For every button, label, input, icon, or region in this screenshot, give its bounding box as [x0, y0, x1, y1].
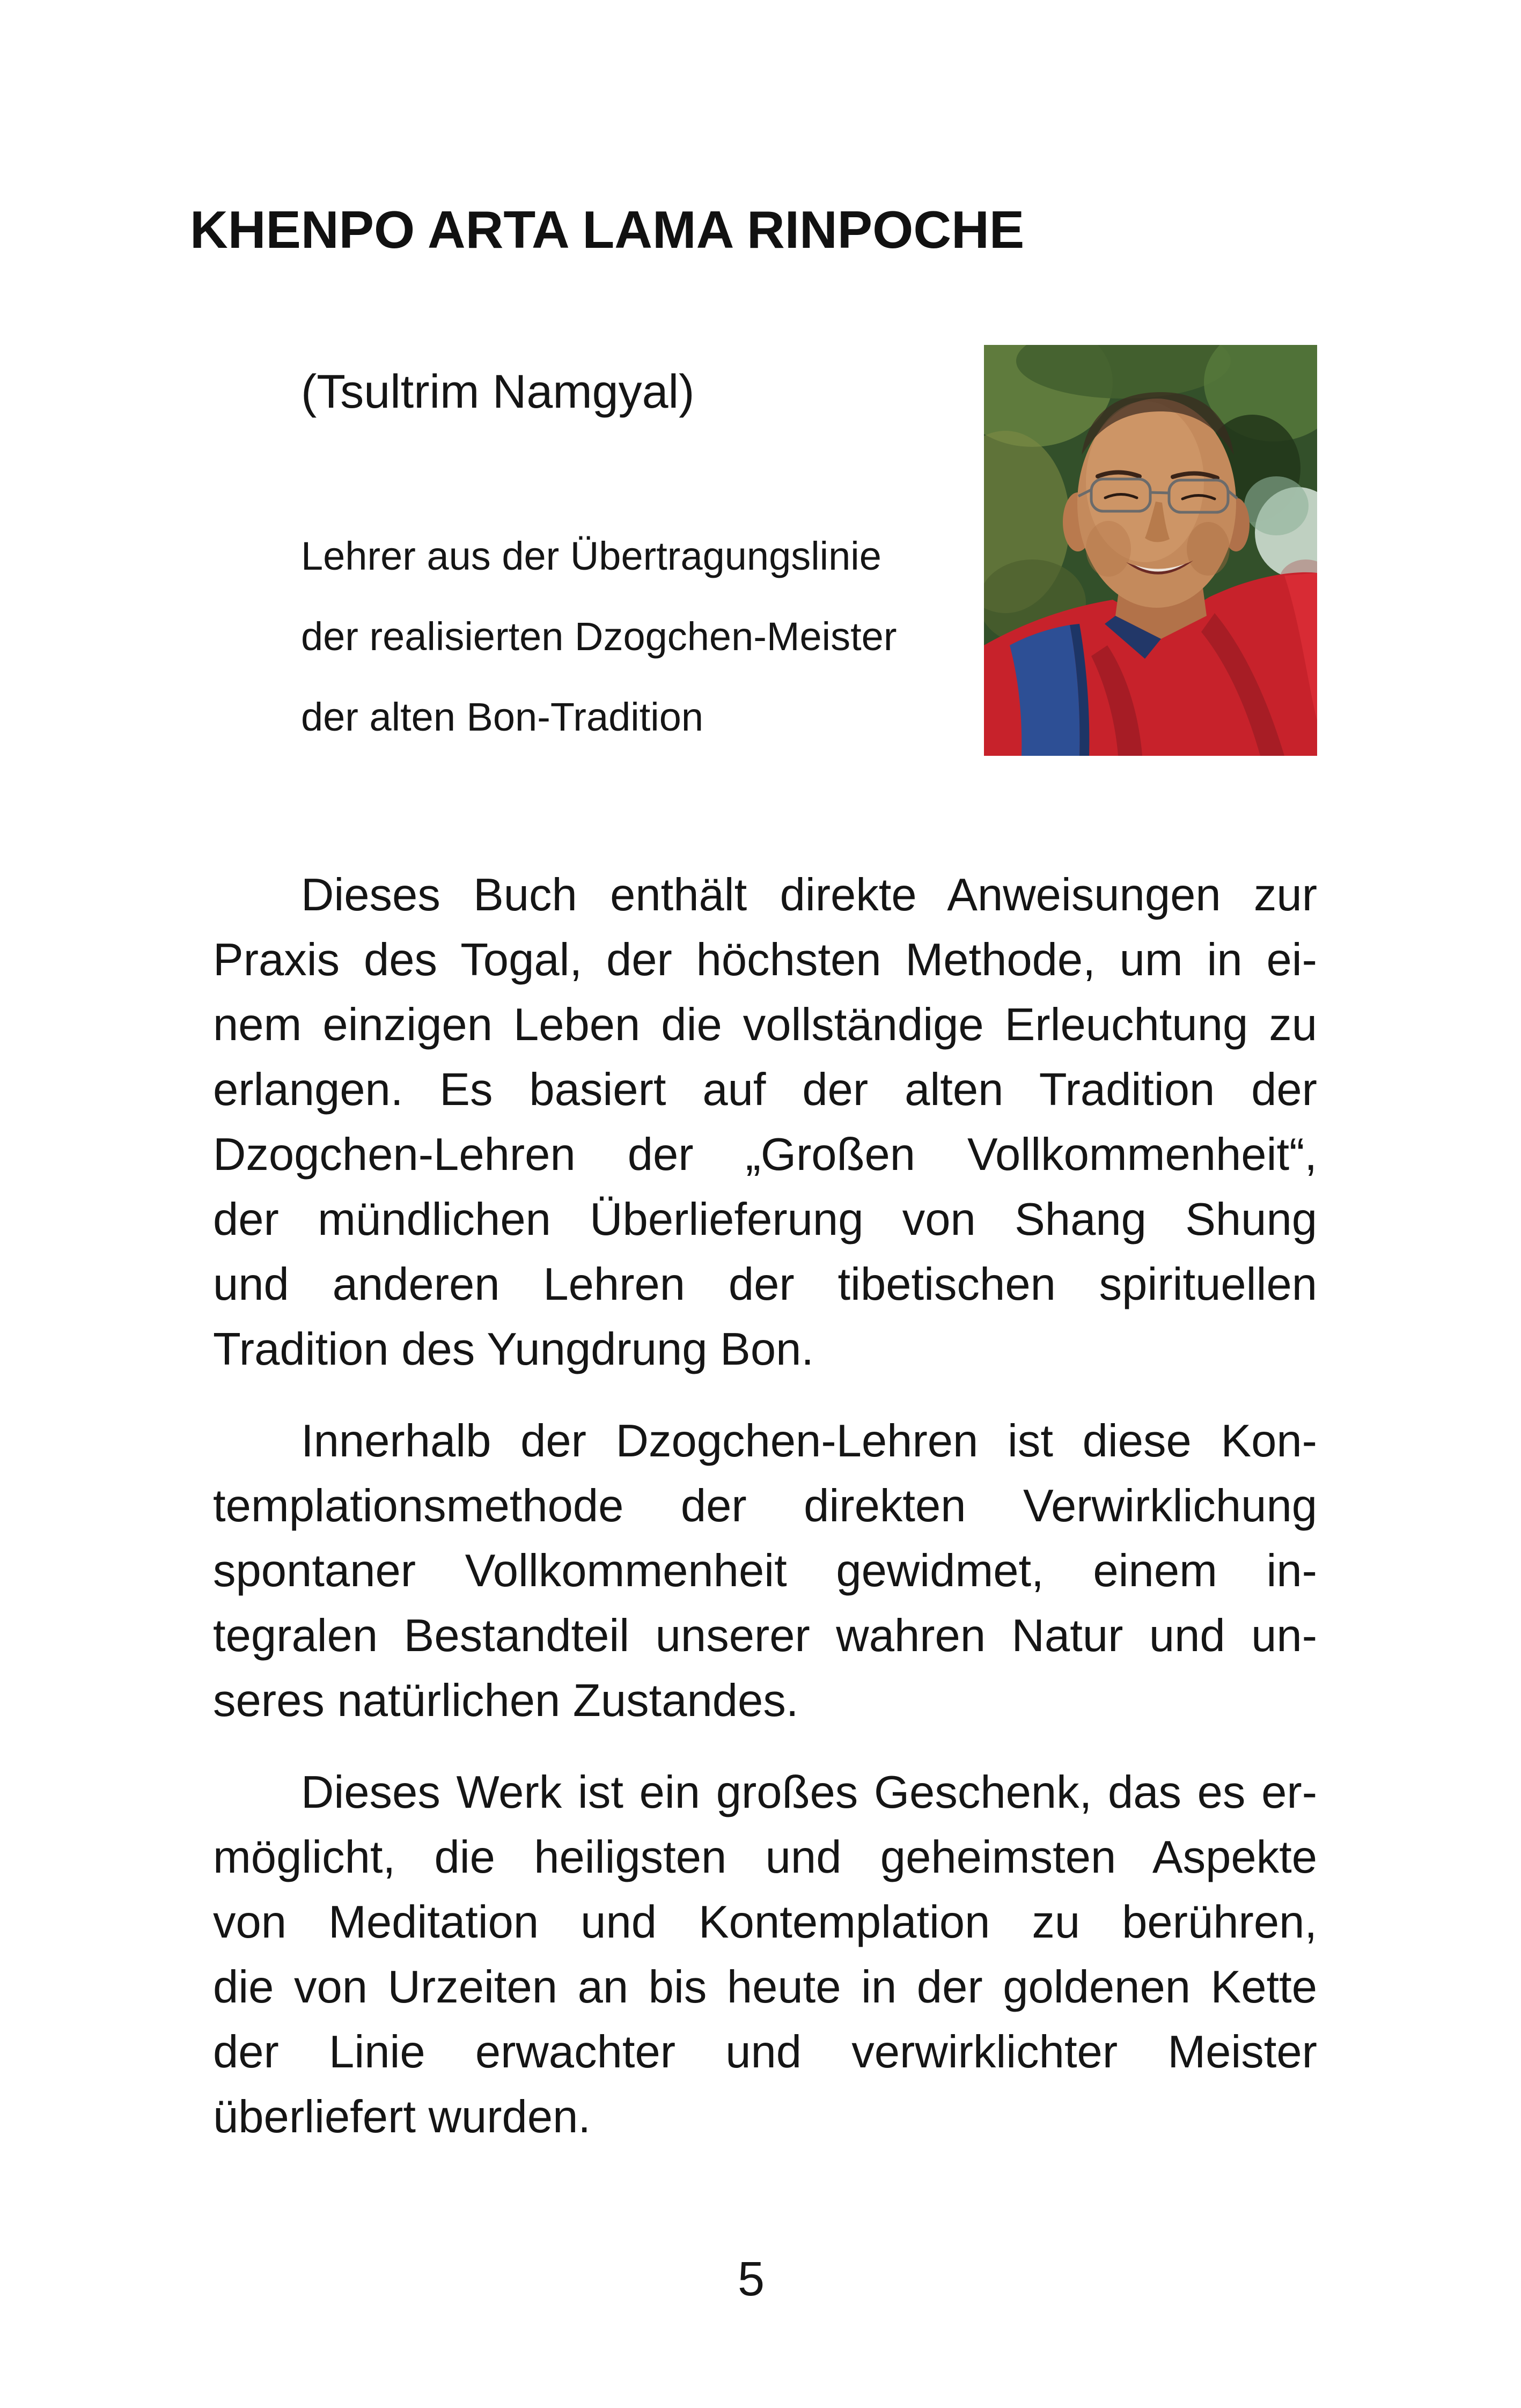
- body-text: [213, 863, 1317, 2149]
- author-description: [301, 516, 897, 757]
- page-number: 5: [737, 2252, 765, 2306]
- paragraph-line: die von Urzeiten an bis heute in der goldenen Kette: [213, 1962, 1317, 2013]
- description-line: Lehrer aus der Übertragungslinie: [301, 534, 881, 578]
- paragraph-line: tegralen Bestandteil unserer wahren Natur und un-: [213, 1610, 1317, 1661]
- paragraph: [213, 1760, 1317, 2149]
- paragraph-line: Tradition des Yungdrung Bon.: [213, 1324, 814, 1375]
- paragraph-line: Dieses Buch enthält direkte Anweisungen zur: [301, 870, 1317, 921]
- paragraph-line: spontaner Vollkommenheit gewidmet, einem in-: [213, 1545, 1317, 1596]
- paragraph-line: erlangen. Es basiert auf der alten Tradition der: [213, 1064, 1317, 1115]
- author-photo: [984, 345, 1317, 756]
- paragraph-line: seres natürlichen Zustandes.: [213, 1675, 799, 1726]
- description-line: der realisierten Dzogchen-Meister: [301, 614, 897, 659]
- paragraph-line: der Linie erwachter und verwirklichter Meister: [213, 2027, 1317, 2078]
- paragraph-line: Innerhalb der Dzogchen-Lehren ist diese Kon-: [301, 1416, 1317, 1467]
- page-title: KHENPO ARTA LAMA RINPOCHE: [190, 200, 1025, 259]
- paragraph-line: Dzogchen-Lehren der „Großen Vollkommenheit“,: [213, 1129, 1317, 1180]
- paragraph-line: nem einzigen Leben die vollständige Erleuchtung zu: [213, 999, 1317, 1050]
- paragraph-line: überliefert wurden.: [213, 2092, 591, 2142]
- description-line: der alten Bon-Tradition: [301, 695, 704, 739]
- author-photo-image: [984, 345, 1317, 756]
- paragraph: [213, 1409, 1317, 1733]
- author-name-note: (Tsultrim Namgyal): [301, 365, 695, 418]
- paragraph-line: von Meditation und Kontemplation zu berühren,: [213, 1897, 1317, 1948]
- paragraph-line: Dieses Werk ist ein großes Geschenk, das es er-: [301, 1767, 1317, 1818]
- paragraph-line: templationsmethode der direkten Verwirklichung: [213, 1481, 1317, 1531]
- paragraph-line: Praxis des Togal, der höchsten Methode, um in ei-: [213, 934, 1317, 985]
- paragraph: [213, 863, 1317, 1382]
- paragraph-line: und anderen Lehren der tibetischen spirituellen: [213, 1259, 1317, 1310]
- paragraph-line: der mündlichen Überlieferung von Shang Shung: [213, 1194, 1317, 1245]
- paragraph-line: möglicht, die heiligsten und geheimsten Aspekte: [213, 1832, 1317, 1883]
